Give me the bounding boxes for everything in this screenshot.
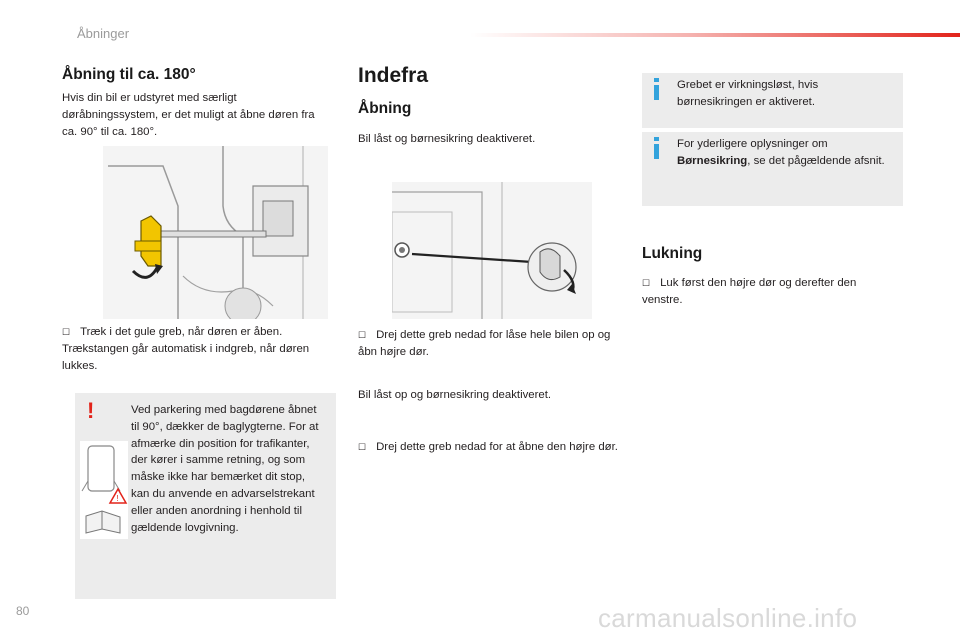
info-text-2: For yderligere oplysninger om Børnesikring, se det pågældende afsnit. (677, 138, 885, 167)
watermark: carmanualsonline.info (598, 603, 858, 633)
info-text-1: Grebet er virkningsløst, hvis børnesikringen er aktiveret. (677, 79, 819, 108)
checkbox-bullet-icon: ☐ (642, 278, 651, 288)
page-number: 80 (16, 604, 30, 618)
checkbox-bullet-icon: ☐ (62, 327, 71, 337)
middle-bullet-1: ☐ Drej dette greb nedad for låse hele bilen op og åbn højre dør. (358, 329, 611, 358)
door-check-strap-illustration (103, 146, 328, 319)
checkbox-bullet-icon: ☐ (358, 442, 367, 452)
info-icon (654, 78, 659, 105)
middle-state-1: Bil låst og børnesikring deaktiveret. (358, 133, 536, 145)
middle-state-2: Bil låst op og børnesikring deaktiveret. (358, 389, 552, 401)
right-bullet: ☐ Luk først den højre dør og derefter den venstre. (642, 277, 857, 306)
exclamation-icon: ! (87, 398, 95, 423)
middle-subheading: Åbning (358, 100, 412, 117)
middle-heading: Indefra (358, 64, 429, 87)
checkbox-bullet-icon: ☐ (358, 330, 367, 340)
warning-text: Ved parkering med bagdørene åbnet til 90°, dækker de baglygterne. For at afmærke din position for trafikanter, der kører i samme retning, og som måske ikke har bemærket dit stop, kan du anvende en advarselstrekant eller anden anordning i henhold til gældende lovgivning. (131, 404, 319, 534)
interior-handle-illustration (392, 182, 592, 319)
section-title: Åbninger (77, 26, 130, 41)
child-lock-reference: Børnesikring (677, 155, 748, 167)
svg-text:!: ! (116, 494, 119, 503)
left-heading: Åbning til ca. 180° (62, 66, 196, 83)
parked-van-warning-illustration (80, 441, 128, 539)
right-heading: Lukning (642, 245, 703, 262)
header-rule (470, 33, 960, 37)
left-intro: Hvis din bil er udstyret med særligt døråbningssystem, er det muligt at åbne døren fra ca. 90° til ca. 180°. (62, 92, 315, 138)
info-icon (654, 137, 659, 164)
left-bullet: ☐ Træk i det gule greb, når døren er åben. Trækstangen går automatisk i indgreb, når døren lukkes. (62, 326, 310, 372)
middle-bullet-2: ☐ Drej dette greb nedad for at åbne den højre dør. (358, 441, 618, 453)
